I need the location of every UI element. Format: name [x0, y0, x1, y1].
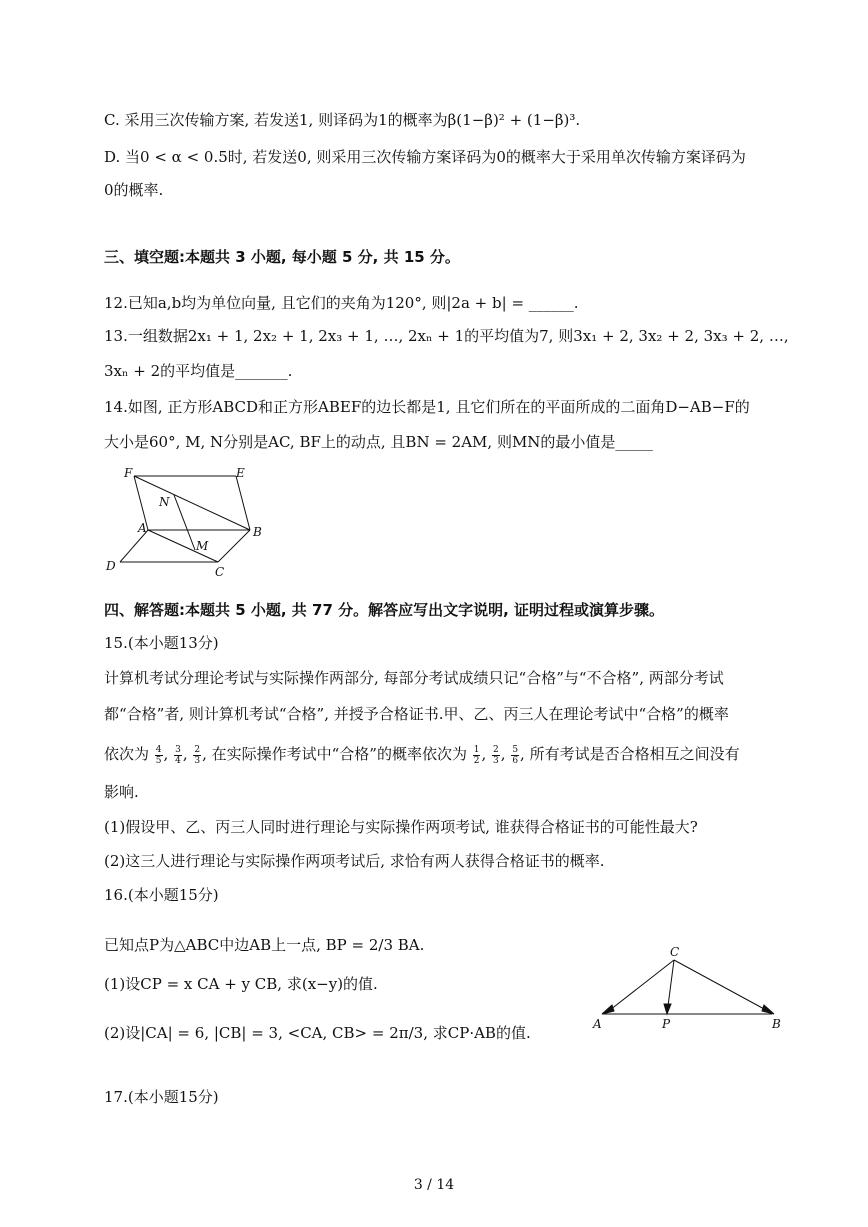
fraction — [473, 745, 481, 766]
page-number: 3 / 14 — [413, 1177, 455, 1193]
label-N: N — [159, 495, 170, 509]
question-16-head: 16.(本小题15分) — [104, 886, 219, 904]
figure-14-squares — [100, 462, 270, 582]
section4-title: 四、解答题:本题共 5 小题, 共 77 分。解答应写出文字说明, 证明过程或演算步骤。 — [104, 601, 665, 619]
label-B-tri: B — [772, 1017, 781, 1031]
question-15-line1: 计算机考试分理论考试与实际操作两部分, 每部分考试成绩只记“合格”与“不合格”, 两部分考试 — [104, 669, 724, 687]
question-13-line1: 13.一组数据2x₁ + 1, 2x₂ + 1, 2x₃ + 1, …, 2xₙ + 1的平均值为7, 则3x₁ + 2, 3x₂ + 2, 3x₃ + 2, …, — [104, 327, 789, 345]
label-B: B — [253, 525, 262, 539]
option-c: C. 采用三次传输方案, 若发送1, 则译码为1的概率为β(1−β)² + (1−β)³. — [104, 111, 581, 129]
numerator: 2 — [493, 744, 499, 755]
label-C: C — [215, 565, 225, 579]
figure-16-triangle — [590, 942, 790, 1032]
option-d-line1: D. 当0 < α < 0.5时, 若发送0, 则采用三次传输方案译码为0的概率大于采用单次传输方案译码为 — [104, 148, 746, 166]
q15-fraction-group1: $\frac{4}{5}$ , $\frac{3}{4}$ , $\frac{2}{3}$ — [155, 744, 201, 766]
denominator: 6 — [512, 755, 519, 766]
fraction — [174, 745, 182, 766]
fraction — [511, 745, 519, 766]
fraction — [193, 745, 201, 766]
label-M: M — [196, 539, 209, 553]
q15-text-b: , 在实际操作考试中“合格”的概率依次为 — [202, 745, 467, 763]
question-15-line3 — [104, 744, 740, 766]
question-12: 12.已知a,b均为单位向量, 且它们的夹角为120°, 则|2a + b| = ______. — [104, 294, 579, 312]
numerator: 5 — [512, 744, 519, 755]
numerator: 1 — [473, 744, 480, 755]
denominator: 5 — [155, 755, 162, 766]
question-15-head: 15.(本小题13分) — [104, 634, 219, 652]
denominator: 4 — [175, 755, 181, 766]
fraction — [155, 745, 163, 766]
numerator: 3 — [175, 744, 181, 755]
denominator: 2 — [473, 755, 480, 766]
question-16-part1: (1)设CP = x CA + y CB, 求(x−y)的值. — [104, 975, 378, 993]
denominator: 3 — [194, 755, 201, 766]
label-P-tri: P — [662, 1017, 671, 1031]
question-15-part1: (1)假设甲、乙、丙三人同时进行理论与实际操作两项考试, 谁获得合格证书的可能性最大? — [104, 818, 698, 836]
q15-fraction-group2: $\frac{1}{2}$ , $\frac{2}{3}$ , $\frac{5}{6}$ — [473, 744, 519, 766]
label-F: F — [124, 466, 133, 480]
denominator: 3 — [493, 755, 499, 766]
q15-text-c: , 所有考试是否合格相互之间没有 — [520, 745, 740, 763]
section3-title: 三、填空题:本题共 3 小题, 每小题 5 分, 共 15 分。 — [104, 248, 460, 266]
label-D: D — [106, 559, 116, 573]
label-A: A — [138, 521, 147, 535]
question-16-line1: 已知点P为△ABC中边AB上一点, BP = 2/3 BA. — [104, 936, 425, 954]
question-17-head: 17.(本小题15分) — [104, 1088, 219, 1106]
question-16-part2: (2)设|CA| = 6, |CB| = 3, <CA, CB> = 2π/3, 求CP·AB的值. — [104, 1024, 531, 1042]
numerator: 2 — [194, 744, 201, 755]
label-C-tri: C — [670, 945, 680, 959]
question-15-line2: 都“合格”者, 则计算机考试“合格”, 并授予合格证书.甲、乙、丙三人在理论考试中“合格”的概率 — [104, 705, 729, 723]
option-d-line2: 0的概率. — [104, 181, 164, 199]
numerator: 4 — [155, 744, 162, 755]
question-13-line2: 3xₙ + 2的平均值是_______. — [104, 362, 293, 380]
question-15-part2: (2)这三人进行理论与实际操作两项考试后, 求恰有两人获得合格证书的概率. — [104, 852, 605, 870]
question-15-line4: 影响. — [104, 783, 139, 801]
question-14-line1: 14.如图, 正方形ABCD和正方形ABEF的边长都是1, 且它们所在的平面所成的二面角D−AB−F的 — [104, 398, 750, 416]
q15-text-a: 依次为 — [104, 745, 150, 763]
question-14-line2: 大小是60°, M, N分别是AC, BF上的动点, 且BN = 2AM, 则MN的最小值是_____ — [104, 433, 653, 451]
label-E: E — [236, 466, 245, 480]
label-A-tri: A — [593, 1017, 602, 1031]
fraction — [492, 745, 500, 766]
